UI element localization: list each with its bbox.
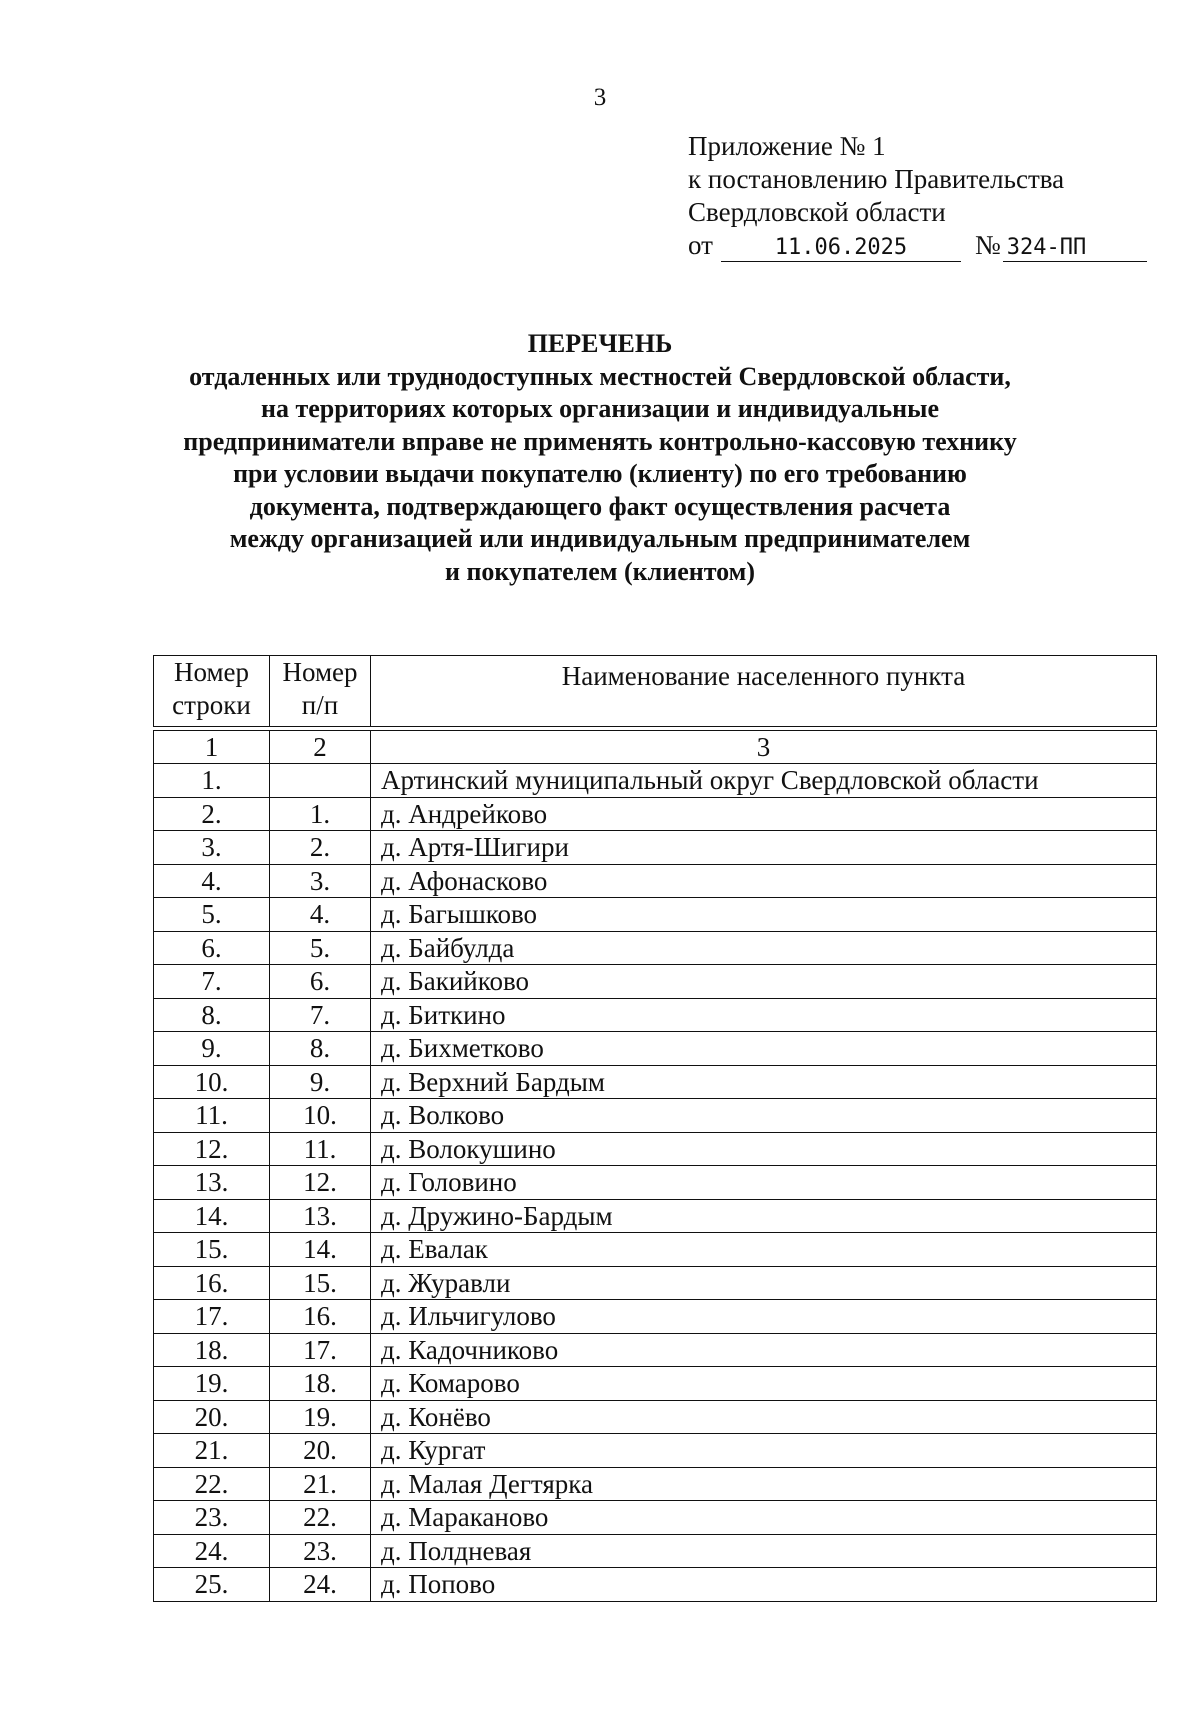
item-number-cell: 17.: [270, 1333, 371, 1367]
item-number-cell: 13.: [270, 1199, 371, 1233]
table-row: [154, 1434, 1157, 1468]
table-row: [154, 931, 1157, 965]
resolution-reference: [688, 229, 1168, 262]
row-number-cell: 22.: [154, 1467, 270, 1501]
item-number-cell: 8.: [270, 1032, 371, 1066]
row-number-cell: 4.: [154, 864, 270, 898]
settlement-name-cell: д. Мараканово: [371, 1501, 1157, 1535]
settlement-name-cell: д. Артя-Шигири: [371, 831, 1157, 865]
row-number-cell: 1.: [154, 764, 270, 798]
row-number-cell: 17.: [154, 1300, 270, 1334]
item-number-cell: 19.: [270, 1400, 371, 1434]
title-line: документа, подтверждающего факт осуществления расчета: [249, 491, 951, 521]
title-line: и покупателем (клиентом): [444, 556, 756, 586]
settlement-name-cell: д. Биткино: [371, 998, 1157, 1032]
table-row: [154, 1501, 1157, 1535]
item-number-cell: 4.: [270, 898, 371, 932]
table-row: [154, 1233, 1157, 1267]
header-settlement-name: Наименование населенного пункта: [371, 656, 1157, 727]
item-number-cell: [270, 764, 371, 798]
column-number: 1: [154, 731, 270, 764]
row-number-cell: 6.: [154, 931, 270, 965]
item-number-cell: 21.: [270, 1467, 371, 1501]
table-row: [154, 965, 1157, 999]
settlement-name-cell: д. Конёво: [371, 1400, 1157, 1434]
row-number-cell: 25.: [154, 1568, 270, 1602]
title-line: предприниматели вправе не применять контрольно-кассовую технику: [183, 426, 1017, 456]
table-row: [154, 1534, 1157, 1568]
settlement-name-cell: д. Ильчигулово: [371, 1300, 1157, 1334]
row-number-cell: 7.: [154, 965, 270, 999]
item-number-cell: 1.: [270, 797, 371, 831]
item-number-cell: 7.: [270, 998, 371, 1032]
settlements-table: [153, 655, 1157, 1602]
table-row: [154, 864, 1157, 898]
item-number-cell: 15.: [270, 1266, 371, 1300]
row-number-cell: 10.: [154, 1065, 270, 1099]
settlement-name-cell: д. Кургат: [371, 1434, 1157, 1468]
header-item-number-line2: п/п: [301, 690, 339, 720]
table-row: [154, 998, 1157, 1032]
settlement-name-cell: д. Попово: [371, 1568, 1157, 1602]
settlement-name-cell: д. Головино: [371, 1166, 1157, 1200]
settlement-name-cell: д. Верхний Бардым: [371, 1065, 1157, 1099]
item-number-cell: 18.: [270, 1367, 371, 1401]
item-number-cell: 11.: [270, 1132, 371, 1166]
settlement-name-cell: д. Журавли: [371, 1266, 1157, 1300]
item-number-cell: 2.: [270, 831, 371, 865]
settlement-name-cell: д. Комарово: [371, 1367, 1157, 1401]
table-row: [154, 1032, 1157, 1066]
row-number-cell: 21.: [154, 1434, 270, 1468]
settlement-name-cell: д. Байбулда: [371, 931, 1157, 965]
settlement-name-cell: д. Волково: [371, 1099, 1157, 1133]
title-heading: ПЕРЕЧЕНЬ: [527, 329, 673, 358]
row-number-cell: 12.: [154, 1132, 270, 1166]
table-row: [154, 1065, 1157, 1099]
row-number-cell: 13.: [154, 1166, 270, 1200]
row-number-cell: 16.: [154, 1266, 270, 1300]
table-row: [154, 1467, 1157, 1501]
item-number-cell: 22.: [270, 1501, 371, 1535]
item-number-cell: 23.: [270, 1534, 371, 1568]
item-number-cell: 5.: [270, 931, 371, 965]
document-title: [0, 328, 1200, 588]
title-line: при условии выдачи покупателю (клиенту) по его требованию: [233, 459, 967, 488]
settlement-name-cell: д. Андрейково: [371, 797, 1157, 831]
table-row: [154, 1266, 1157, 1300]
table-row: [154, 1199, 1157, 1233]
settlement-name-cell: д. Полдневая: [371, 1534, 1157, 1568]
item-number-cell: 9.: [270, 1065, 371, 1099]
title-line: отдаленных или труднодоступных местностей Свердловской области,: [189, 361, 1011, 391]
column-number-row: [154, 731, 1157, 764]
settlement-name-cell: д. Багышково: [371, 898, 1157, 932]
row-number-cell: 8.: [154, 998, 270, 1032]
row-number-cell: 3.: [154, 831, 270, 865]
table-row: [154, 831, 1157, 865]
item-number-cell: 3.: [270, 864, 371, 898]
table-row: [154, 898, 1157, 932]
settlement-name-cell: д. Кадочниково: [371, 1333, 1157, 1367]
table-row: [154, 764, 1157, 798]
settlement-name-cell: Артинский муниципальный округ Свердловской области: [371, 764, 1157, 798]
item-number-cell: 20.: [270, 1434, 371, 1468]
title-line: между организацией или индивидуальным предпринимателем: [229, 524, 971, 553]
item-number-cell: 6.: [270, 965, 371, 999]
table-row: [154, 1300, 1157, 1334]
appendix-line-1: Приложение № 1: [688, 131, 886, 161]
page-number: 3: [593, 84, 607, 111]
appendix-line-3: Свердловской области: [688, 197, 946, 227]
appendix-line-2: к постановлению Правительства: [688, 164, 1065, 194]
settlement-name-cell: д. Дружино-Бардым: [371, 1199, 1157, 1233]
row-number-cell: 2.: [154, 797, 270, 831]
row-number-cell: 9.: [154, 1032, 270, 1066]
settlement-name-cell: д. Бихметково: [371, 1032, 1157, 1066]
item-number-cell: 14.: [270, 1233, 371, 1267]
row-number-cell: 19.: [154, 1367, 270, 1401]
item-number-cell: 16.: [270, 1300, 371, 1334]
header-item-number: [270, 656, 371, 727]
table-row: [154, 1132, 1157, 1166]
item-number-cell: 12.: [270, 1166, 371, 1200]
header-row-number: [154, 656, 270, 727]
row-number-cell: 15.: [154, 1233, 270, 1267]
row-number-cell: 18.: [154, 1333, 270, 1367]
row-number-cell: 23.: [154, 1501, 270, 1535]
table-header-row: [154, 656, 1157, 727]
settlement-name-cell: д. Афонасково: [371, 864, 1157, 898]
item-number-cell: 10.: [270, 1099, 371, 1133]
row-number-cell: 14.: [154, 1199, 270, 1233]
settlement-name-cell: д. Волокушино: [371, 1132, 1157, 1166]
appendix-header: [688, 130, 1168, 262]
from-label: от: [688, 230, 713, 260]
resolution-date: 11.06.2025: [721, 235, 961, 262]
row-number-cell: 20.: [154, 1400, 270, 1434]
header-item-number-line1: Номер: [282, 657, 358, 687]
settlement-name-cell: д. Евалак: [371, 1233, 1157, 1267]
table-row: [154, 1568, 1157, 1602]
header-row-number-line1: Номер: [173, 657, 250, 687]
settlement-name-cell: д. Бакийково: [371, 965, 1157, 999]
column-number: 2: [270, 731, 371, 764]
header-row-number-line2: строки: [172, 690, 251, 720]
number-label: №: [974, 230, 1001, 260]
title-line: на территориях которых организации и индивидуальные: [260, 394, 940, 423]
table-row: [154, 1333, 1157, 1367]
table-row: [154, 1367, 1157, 1401]
table-row: [154, 1099, 1157, 1133]
row-number-cell: 11.: [154, 1099, 270, 1133]
item-number-cell: 24.: [270, 1568, 371, 1602]
table-row: [154, 797, 1157, 831]
table-row: [154, 1166, 1157, 1200]
settlement-name-cell: д. Малая Дегтярка: [371, 1467, 1157, 1501]
resolution-number: 324-ПП: [1003, 235, 1147, 262]
column-number: 3: [371, 731, 1157, 764]
table-row: [154, 1400, 1157, 1434]
row-number-cell: 24.: [154, 1534, 270, 1568]
row-number-cell: 5.: [154, 898, 270, 932]
